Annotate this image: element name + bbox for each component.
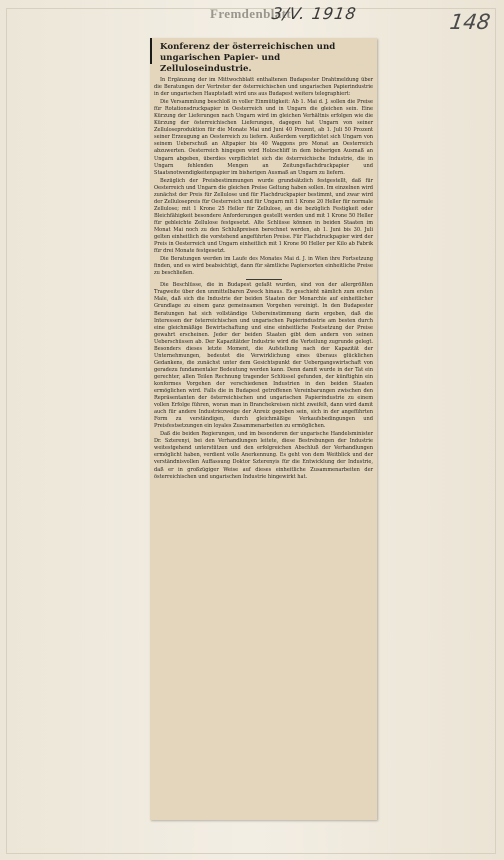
- handwritten-date: [272, 4, 357, 23]
- article-paragraph: In Ergänzung der im Mittwochblatt enthaltenen Budapester Drahtmeldung über die Beratungen der Vertreter der österreichischen und ungarischen Papierindustrie in der ungarischen Hauptstadt wird uns aus Budapest weiters telegraphiert:: [154, 77, 373, 98]
- article-headline: Konferenz der österreichischen und ungarischen Papier- und Zelluloseindustrie.: [160, 42, 336, 74]
- handwritten-date-text: 3/V. 1918: [270, 4, 358, 23]
- newspaper-clipping: [150, 38, 377, 820]
- article-paragraph: Daß die beiden Regierungen, und im besonderen der ungarische Handelsminister Dr. Szterenyi, bei den Verhandlungen leitete, diese Bestrebungen der Industrie weitestgehend unterstützen und den erfolgreichen Abschluß der Verhandlungen ermöglicht haben, verdient volle Anerkennung. Es geht von dem Weitblick und der verständnisvollen Auffassung Doktor Szterenyis für die Entwicklung der Industrie, daß er in großzügiger Weise auf dieses einheitliche Zusammenarbeiten der österreichischen und ungarischen Industrie hingewirkt hat.: [154, 431, 373, 480]
- article-body: [154, 77, 373, 481]
- headline-side-rule: [150, 38, 152, 64]
- article-paragraph: Die Beschlüsse, die in Budapest gefaßt wurden, sind von der allergrößten Tragweite über den unmittelbaren Zweck hinaus. Es geschieht nämlich zum ersten Male, daß sich die Industrie der beiden Staaten der Monarchie auf einheitlicher Grundlage zu einem ganz gemeinsamen Vorgehen vereinigt. In den Budapester Beratungen hat sich vollständige Uebereinstimmung darin ergeben, daß die Interessen der österreichischen und ungarischen Papierindustrie am besten durch eine gleichmäßige Bewirtschaftung und eine einheitliche Festsetzung der Preise gewahrt erscheinen. Jeder der beiden Staaten gibt dem andern von seinen Ueberschüssen ab. Der Kapazitätder Industrie wird die Verteilung zugrunde gelegt. Besonders dieses letzte Moment, die Aufstellung nach der Kapazität der Unternehmungen, bedeutet die Verwirklichung eines überaus glücklichen Gedankens, die zunächst unter dem Gesichtspunkt der Uebergangswirtschaft von geradezu fundamentaler Bedeutung werden kann. Denn damit wurde in der Tat ein gerechter, allen Teilen Rechnung tragender Schlüssel gefunden, der künftighin ein konformes Vorgehen der verschiedenen Industrien in den beiden Staaten ermöglichen wird. Falls die in Budapest getroffenen Vereinbarungen zwischen den Repräsentanten der österreichischen und ungarischen Papierindustrie zu einem vollen Erfolge führen, woran man in Branchekreisen nicht zweifelt, dann wird damit auch für andere Industriezweige der Anreiz gegeben sein, sich in der angeführten Form zu verständigen, durch gleichmäßige Verkaufsbedingungen und Preisfestsetzungen ein loyales Zusammenarbeiten zu ermöglichen.: [154, 282, 373, 430]
- article-paragraph: Bezüglich der Preisbestimmungen wurde grundsätzlich festgestellt, daß für Oesterreich und Ungarn die gleichen Preise Geltung haben sollen. Im einzelnen wird zunächst der Preis für Zellulose und für Flachdruckpapier bestimmt, und zwar wird der Zellulosepreis für Oesterreich und für Ungarn mit 1 Krone 20 Heller für normale Zellulose; mit 1 Krone 25 Heller für Zellulose, an die bezüglich Festigkeit oder Bleichfähigkeit besondere Anforderungen gestellt werden und mit 1 Krone 50 Heller für gebleichte Zellulose festgesetzt. Alte Schlüsse können in beiden Staaten im Monat Mai noch zu den Schlußpreisen berechnet werden, ab 1. Juni bis 30. Juli gelten einheitlich die vorstehend angeführten Preise. Für Flachdruckpapier wird der Preis in Oesterreich und Ungarn einheitlich mit 1 Krone 90 Heller per Kilo ab Fabrik für drei Monate festgesetzt.: [154, 177, 373, 255]
- article-paragraph: Die Versammlung beschloß in voller Einmütigkeit: Ab 1. Mai d. J. sollen die Preise für Rotationsdruckpapier in Oesterreich und in Ungarn die gleichen sein. Eine Kürzung der Lieferungen nach Ungarn wird im gleichen Verhältnis erfolgen wie die Kürzung der österreichischen Lieferungen, dagegen hat Ungarn von seiner Zelluloseproduktion für die Monate Mai und Juni 40 Prozent, ab 1. Juli 50 Prozent seiner Erzeugung an Oesterreich zu liefern. Außerdem verpflichtet sich Ungarn von seinem Ueberschuß an Altpapier bis 40 Waggons pro Monat an Oesterreich abzuwerten. Oesterreich hingegen wird Holzschliff in dem bisherigen Ausmaß an Ungarn abgeben, überdies verpflichtet sich die österreichische Industrie, die in Ungarn fehlenden Mengen an Zeitungsflachdruckpapier und Staatsnotwendigkeitenpapier im bisherigen Ausmaß an Ungarn zu liefern.: [154, 99, 373, 176]
- handwritten-folio-text: 148: [448, 10, 492, 34]
- handwritten-folio-number: [450, 10, 490, 34]
- article-paragraph: Die Beratungen werden im Laufe des Monates Mai d. J. in Wien ihre Fortsetzung finden, und es wird beabsichtigt, dann für sämtliche Papiersorten einheitliche Preise zu beschließen.: [154, 256, 373, 277]
- newspaper-stamp: Fremdenblatt: [210, 6, 292, 21]
- section-divider: [246, 279, 282, 280]
